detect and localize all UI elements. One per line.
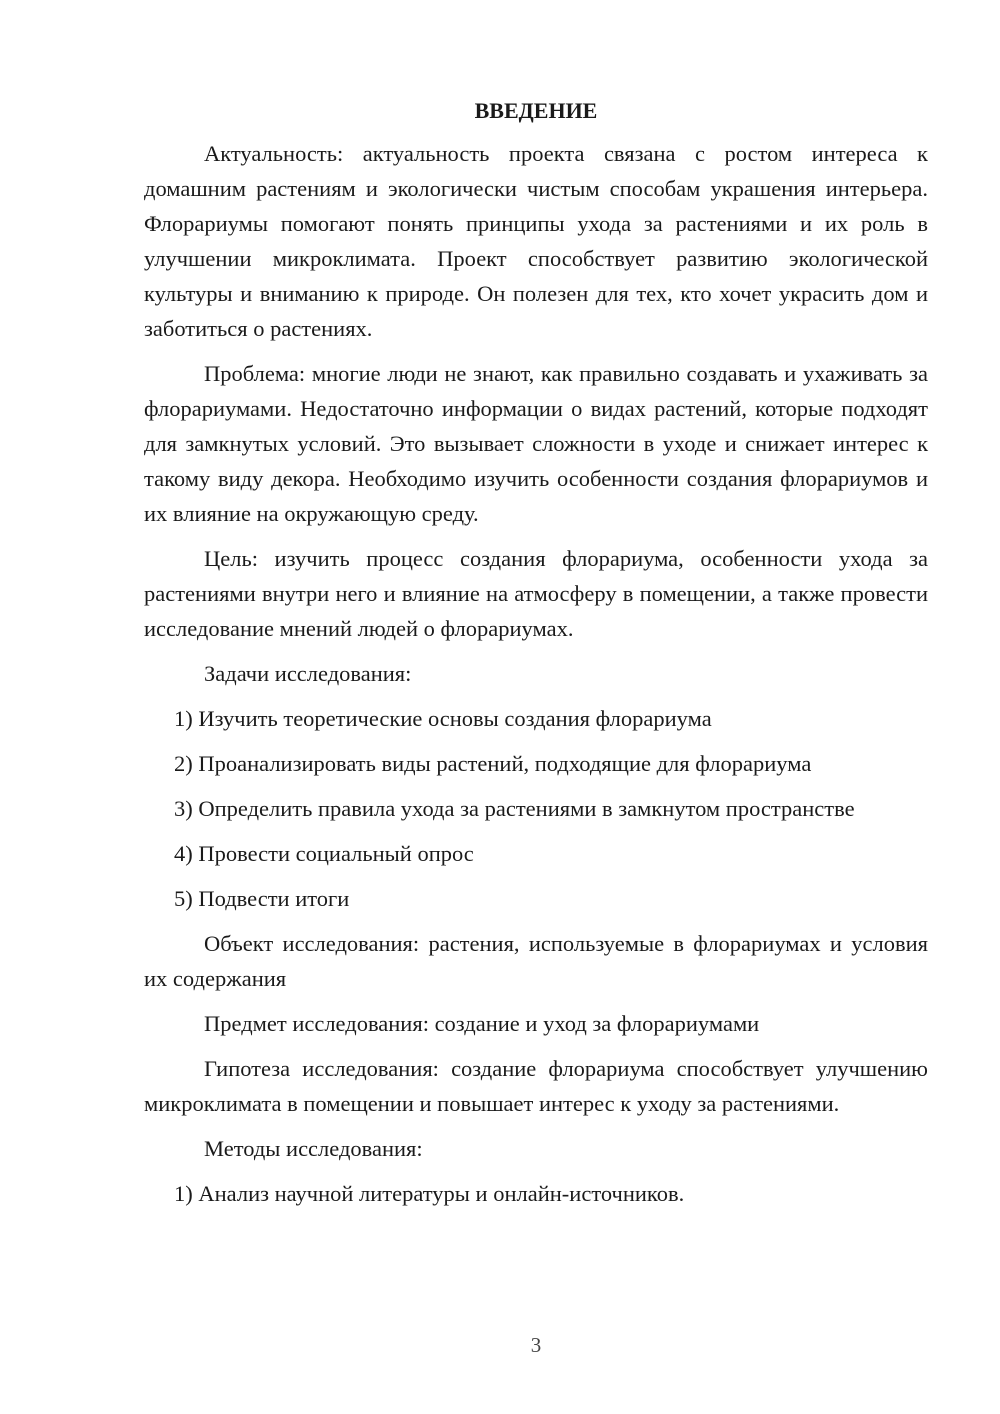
list-item: 1) Изучить теоретические основы создания флорариума [174, 706, 712, 731]
list-item: 4) Провести социальный опрос [174, 841, 474, 866]
relevance-paragraph: Актуальность: актуальность проекта связана с ростом интереса к домашним растениям и экологически чистым способам украшения интерьера. Флорариумы помогают понять принципы ухода за растениями и их роль в улучшении микроклимата. Проект способствует развитию экологической культуры и вниманию к природе. Он полезен для тех, кто хочет украсить дом и заботиться о растениях. [144, 141, 928, 341]
methods-heading: Методы исследования: [204, 1136, 423, 1161]
tasks-list [144, 701, 928, 916]
object-paragraph: Объект исследования: растения, используемые в флорариумах и условия их содержания [144, 931, 928, 991]
subject-paragraph: Предмет исследования: создание и уход за флорариумами [204, 1011, 760, 1036]
goal-paragraph: Цель: изучить процесс создания флорариума, особенности ухода за растениями внутри него и влияние на атмосферу в помещении, а также провести исследование мнений людей о флорариумах. [144, 546, 928, 641]
list-item: 5) Подвести итоги [174, 886, 350, 911]
tasks-heading: Задачи исследования: [204, 661, 412, 686]
section-title: ВВЕДЕНИЕ [474, 98, 598, 123]
list-item: 2) Проанализировать виды растений, подходящие для флорариума [174, 751, 812, 776]
list-item: 1) Анализ научной литературы и онлайн-источников. [174, 1181, 685, 1206]
page-content [144, 94, 928, 1221]
list-item: 3) Определить правила ухода за растениями в замкнутом пространстве [174, 796, 855, 821]
hypothesis-paragraph: Гипотеза исследования: создание флорариума способствует улучшению микроклимата в помещении и повышает интерес к уходу за растениями. [144, 1056, 928, 1116]
page-number: 3 [530, 1333, 542, 1357]
methods-list [144, 1176, 928, 1211]
problem-paragraph: Проблема: многие люди не знают, как правильно создавать и ухаживать за флорариумами. Недостаточно информации о видах растений, которые подходят для замкнутых условий. Это вызывает сложности в уходе и снижает интерес к такому виду декора. Необходимо изучить особенности создания флорариумов и их влияние на окружающую среду. [144, 361, 928, 526]
